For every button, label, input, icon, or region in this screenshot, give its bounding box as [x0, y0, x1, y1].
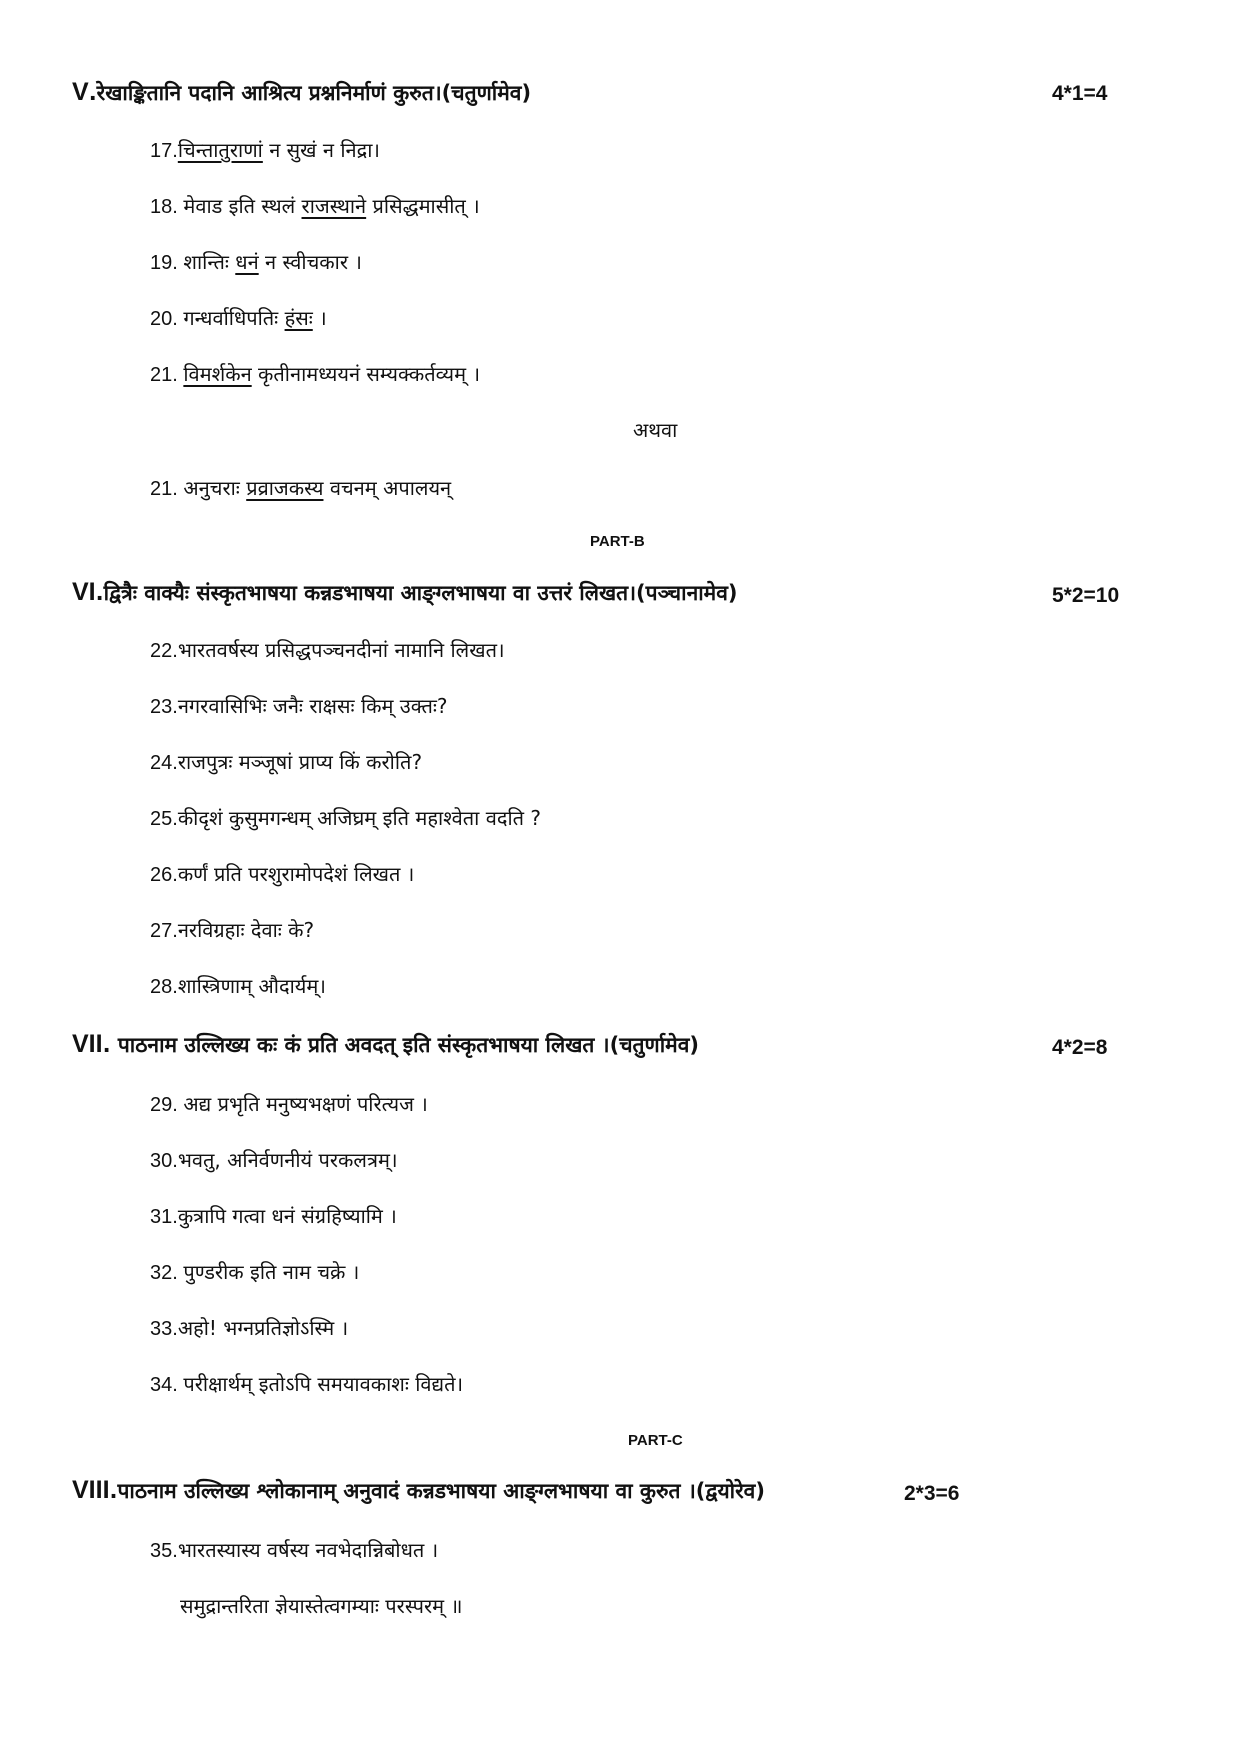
underlined-word: चिन्तातुराणां: [177, 138, 263, 162]
question-25: 25.कीदृशं कुसुमगन्धम् अजिघ्रम् इति महाश्वेता वदति ?: [150, 806, 541, 830]
question-34: 34. परीक्षार्थम् इतोऽपि समयावकाशः विद्यते।: [150, 1372, 464, 1396]
section-vii-marks: 4*2=8: [1052, 1036, 1108, 1059]
section-number: VI: [72, 578, 96, 606]
section-viii-heading: [72, 1476, 765, 1505]
verse-line-2: समुद्रान्तरिता ज्ञेयास्तेत्वगम्याः परस्परम् ॥: [180, 1594, 463, 1618]
section-number: VII: [72, 1030, 103, 1058]
underlined-word: हंसः: [284, 306, 313, 330]
question-22: 22.भारतवर्षस्य प्रसिद्धपञ्चनदीनां नामानि लिखत।: [150, 638, 505, 662]
section-vi-heading: [72, 578, 738, 607]
section-number: V: [72, 78, 89, 106]
question-35: 35.भारतस्यास्य वर्षस्य नवभेदान्निबोधत ।: [150, 1538, 439, 1562]
section-vii-heading: [72, 1030, 699, 1059]
section-instruction: . पाठनाम उल्लिख्य कः कं प्रति अवदत् इति संस्कृतभाषया लिखत ।(चतुर्णामेव): [102, 1033, 699, 1057]
or-label: अथवा: [633, 418, 678, 442]
question-23: 23.नगरवासिभिः जनैः राक्षसः किम् उक्तः?: [150, 694, 448, 718]
underlined-word: धनं: [235, 250, 259, 274]
question-20: 20. गन्धर्वाधिपतिः हंसः ।: [150, 306, 327, 330]
section-instruction: .द्वित्रैः वाक्यैः संस्कृतभाषया कन्नडभाषया आङ्ग्लभाषया वा उत्तरं लिखत।(पञ्चानामेव): [95, 581, 738, 605]
section-number: VIII: [72, 1476, 110, 1504]
question-19: 19. शान्तिः धनं न स्वीचकार ।: [150, 250, 362, 274]
part-c-heading: PART-C: [628, 1432, 683, 1449]
question-31: 31.कुत्रापि गत्वा धनं संग्रहिष्यामि ।: [150, 1204, 397, 1228]
underlined-word: राजस्थाने: [301, 194, 367, 218]
question-29: 29. अद्य प्रभृति मनुष्यभक्षणं परित्यज ।: [150, 1092, 428, 1116]
section-instruction: .रेखाङ्कितानि पदानि आश्रित्य प्रश्ननिर्माणं कुरुत।(चतुर्णामेव): [88, 81, 532, 105]
section-v-heading: [72, 78, 531, 107]
section-instruction: .पाठनाम उल्लिख्य श्लोकानाम् अनुवादं कन्नडभाषया आङ्ग्लभाषया वा कुरुत ।(द्वयोरेव): [109, 1479, 765, 1503]
question-18: 18. मेवाड इति स्थलं राजस्थाने प्रसिद्धमासीत् ।: [150, 194, 480, 218]
question-21-alt: 21. अनुचराः प्रव्राजकस्य वचनम् अपालयन्: [150, 476, 452, 500]
section-viii-marks: 2*3=6: [904, 1482, 960, 1505]
question-21: 21. विमर्शकेन कृतीनामध्ययनं सम्यक्कर्तव्यम् ।: [150, 362, 481, 386]
part-b-heading: PART-B: [590, 533, 645, 550]
question-17: 17.चिन्तातुराणां न सुखं न निद्रा।: [150, 138, 381, 162]
underlined-word: प्रव्राजकस्य: [246, 476, 324, 500]
question-32: 32. पुण्डरीक इति नाम चक्रे ।: [150, 1260, 360, 1284]
underlined-word: विमर्शकेन: [183, 362, 252, 386]
section-v-marks: 4*1=4: [1052, 82, 1108, 105]
question-26: 26.कर्णं प्रति परशुरामोपदेशं लिखत ।: [150, 862, 415, 886]
question-27: 27.नरविग्रहाः देवाः के?: [150, 918, 315, 942]
question-33: 33.अहो! भग्नप्रतिज्ञोऽस्मि ।: [150, 1316, 349, 1340]
section-vi-marks: 5*2=10: [1052, 584, 1120, 607]
question-24: 24.राजपुत्रः मञ्जूषां प्राप्य किं करोति?: [150, 750, 423, 774]
question-30: 30.भवतु, अनिर्वणनीयं परकलत्रम्।: [150, 1148, 398, 1172]
question-28: 28.शास्त्रिणाम् औदार्यम्।: [150, 974, 326, 998]
